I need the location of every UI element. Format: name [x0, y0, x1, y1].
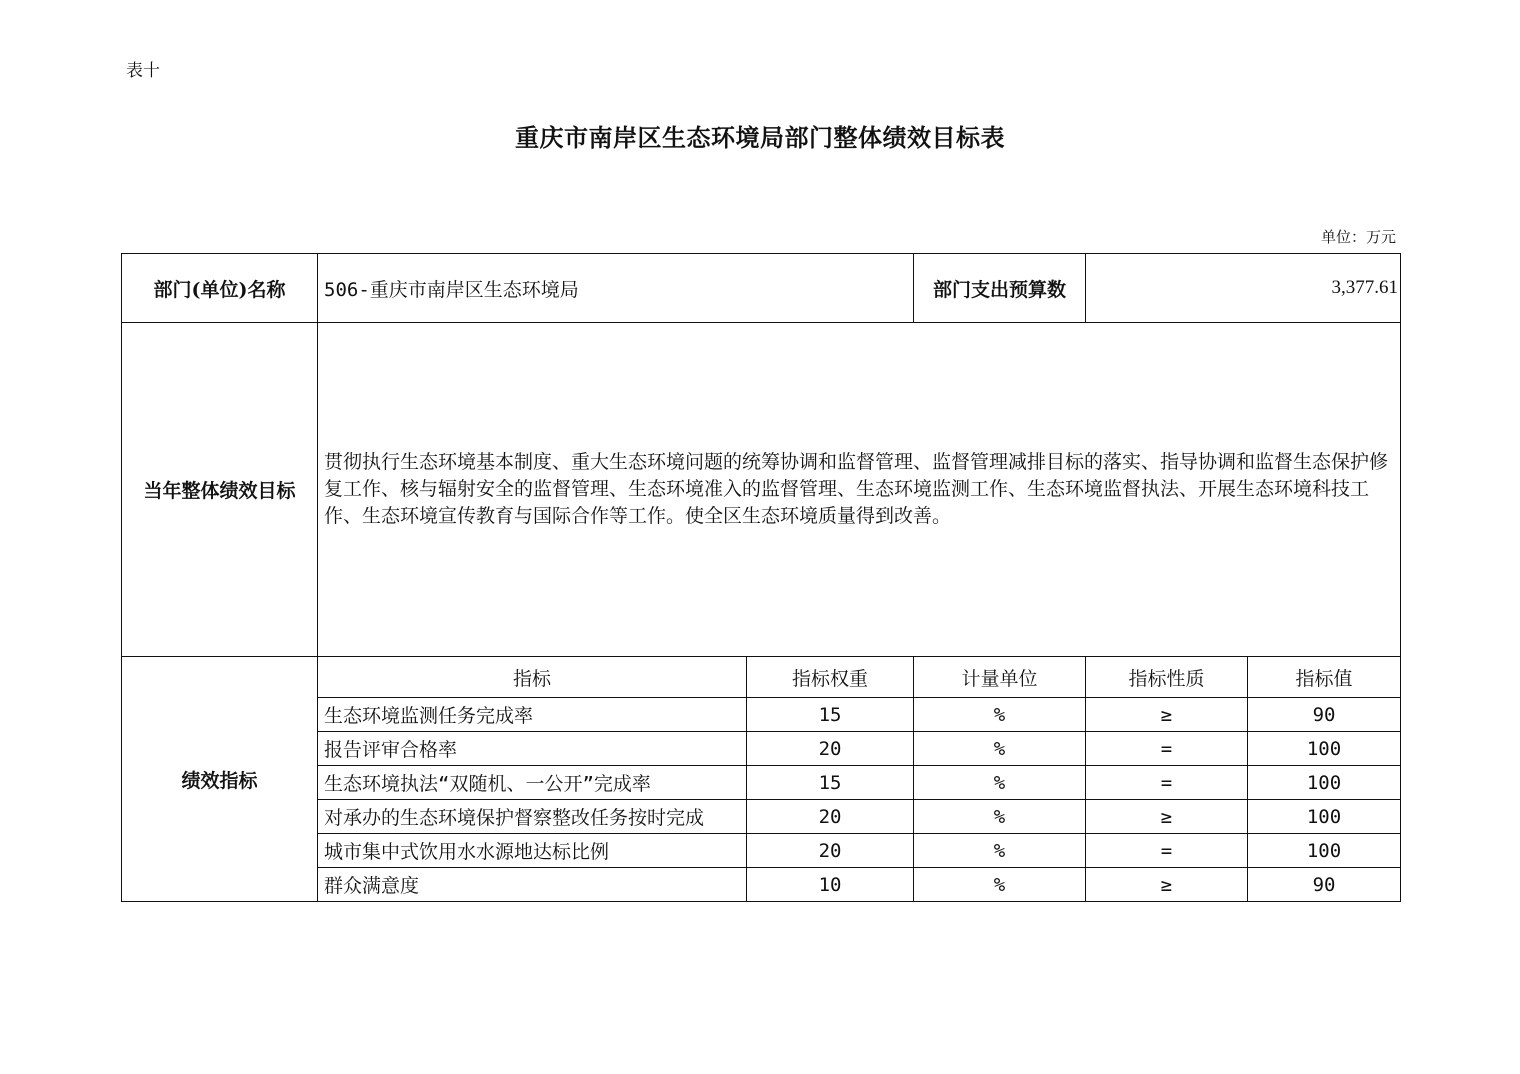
indicator-nature: ≥ [1086, 698, 1248, 732]
dept-name-label: 部门(单位)名称 [122, 254, 318, 323]
indicator-unit: % [914, 868, 1086, 902]
indicator-nature: = [1086, 732, 1248, 766]
table-number-label: 表十 [126, 61, 160, 81]
indicator-unit: % [914, 698, 1086, 732]
indicator-name: 生态环境执法“双随机、一公开”完成率 [318, 766, 747, 800]
indicator-nature: ≥ [1086, 800, 1248, 834]
indicator-name: 对承办的生态环境保护督察整改任务按时完成 [318, 800, 747, 834]
indicator-section-label: 绩效指标 [122, 657, 318, 902]
unit-label: 单位：万元 [1320, 228, 1396, 246]
indicator-value: 100 [1248, 800, 1401, 834]
page-title: 重庆市南岸区生态环境局部门整体绩效目标表 [515, 123, 1005, 152]
col-header-nature: 指标性质 [1086, 657, 1248, 698]
indicator-header-row [122, 657, 1401, 698]
indicator-unit: % [914, 834, 1086, 868]
dept-row [122, 254, 1401, 323]
indicator-unit: % [914, 732, 1086, 766]
col-header-weight: 指标权重 [747, 657, 914, 698]
budget-value: 3,377.61 [1086, 254, 1401, 323]
annual-goal-label: 当年整体绩效目标 [122, 323, 318, 657]
col-header-unit: 计量单位 [914, 657, 1086, 698]
indicator-value: 100 [1248, 766, 1401, 800]
indicator-weight: 10 [747, 868, 914, 902]
indicator-weight: 15 [747, 766, 914, 800]
indicator-value: 90 [1248, 868, 1401, 902]
col-header-indicator: 指标 [318, 657, 747, 698]
col-header-value: 指标值 [1248, 657, 1401, 698]
indicator-unit: % [914, 800, 1086, 834]
indicator-name: 群众满意度 [318, 868, 747, 902]
dept-name-value: 506-重庆市南岸区生态环境局 [318, 254, 914, 323]
indicator-weight: 20 [747, 834, 914, 868]
indicator-value: 100 [1248, 834, 1401, 868]
budget-label: 部门支出预算数 [914, 254, 1086, 323]
indicator-weight: 20 [747, 732, 914, 766]
indicator-name: 报告评审合格率 [318, 732, 747, 766]
indicator-value: 90 [1248, 698, 1401, 732]
indicator-value: 100 [1248, 732, 1401, 766]
indicator-weight: 15 [747, 698, 914, 732]
indicator-nature: ≥ [1086, 868, 1248, 902]
indicator-unit: % [914, 766, 1086, 800]
indicator-weight: 20 [747, 800, 914, 834]
goal-row [122, 323, 1401, 657]
performance-target-table [121, 253, 1401, 902]
indicator-nature: = [1086, 834, 1248, 868]
indicator-nature: = [1086, 766, 1248, 800]
indicator-name: 生态环境监测任务完成率 [318, 698, 747, 732]
annual-goal-text: 贯彻执行生态环境基本制度、重大生态环境问题的统筹协调和监督管理、监督管理减排目标的落实、指导协调和监督生态保护修复工作、核与辐射安全的监督管理、生态环境准入的监督管理、生态环境监测工作、生态环境监督执法、开展生态环境科技工作、生态环境宣传教育与国际合作等工作。使全区生态环境质量得到改善。 [318, 323, 1401, 657]
indicator-name: 城市集中式饮用水水源地达标比例 [318, 834, 747, 868]
